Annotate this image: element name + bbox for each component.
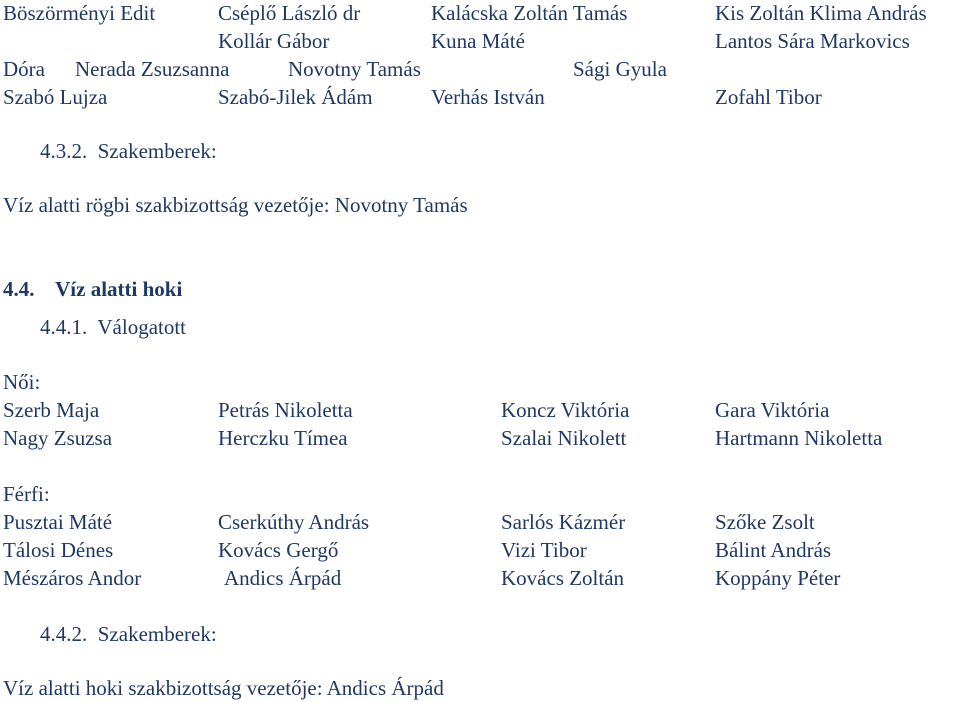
roster-name: Kalácska Zoltán Tamás xyxy=(431,1,628,25)
player-name: Szőke Zsolt xyxy=(715,510,815,534)
men-label: Férfi: xyxy=(3,482,50,506)
roster-name: Zofahl Tibor xyxy=(715,85,822,109)
player-name: Szerb Maja xyxy=(3,398,100,422)
player-name: Koncz Viktória xyxy=(501,398,630,422)
player-name: Gara Viktória xyxy=(715,398,830,422)
player-name: Kovács Gergő xyxy=(218,538,339,562)
player-name: Andics Árpád xyxy=(224,566,342,590)
player-name: Bálint András xyxy=(715,538,832,562)
roster-name: Kollár Gábor xyxy=(218,29,330,53)
player-name: Tálosi Dénes xyxy=(3,538,114,562)
roster-name: Lantos Sára Markovics xyxy=(715,29,910,53)
roster-name: Szabó Lujza xyxy=(3,85,108,109)
roster-name: Verhás István xyxy=(431,85,545,109)
roster-name: Kuna Máté xyxy=(431,29,525,53)
player-name: Herczku Tímea xyxy=(218,426,348,450)
roster-name: Szabó-Jilek Ádám xyxy=(218,85,373,109)
section-heading-44: 4.4. Víz alatti hoki xyxy=(3,277,183,301)
roster-name: Böszörményi Edit xyxy=(3,1,156,25)
roster-name: Novotny Tamás xyxy=(288,57,421,81)
player-name: Mészáros Andor xyxy=(3,566,142,590)
player-name: Pusztai Máté xyxy=(3,510,113,534)
section-442-leader: Víz alatti hoki szakbizottság vezetője: Andics Árpád xyxy=(3,676,444,700)
section-heading-442: 4.4.2. Szakemberek: xyxy=(40,622,217,646)
section-432-leader: Víz alatti rögbi szakbizottság vezetője: Novotny Tamás xyxy=(3,193,468,217)
women-label: Női: xyxy=(3,370,41,394)
player-name: Cserkúthy András xyxy=(218,510,370,534)
player-name: Vizi Tibor xyxy=(501,538,587,562)
player-name: Hartmann Nikoletta xyxy=(715,426,883,450)
player-name: Nagy Zsuzsa xyxy=(3,426,113,450)
section-heading-441: 4.4.1. Válogatott xyxy=(40,315,187,339)
player-name: Petrás Nikoletta xyxy=(218,398,353,422)
roster-name: Sági Gyula xyxy=(573,57,667,81)
roster-name: Dóra xyxy=(3,57,45,81)
section-heading-432: 4.3.2. Szakemberek: xyxy=(40,139,217,163)
player-name: Szalai Nikolett xyxy=(501,426,627,450)
roster-name: Cséplő László dr xyxy=(218,1,361,25)
roster-name: Kis Zoltán Klima András xyxy=(715,1,927,25)
player-name: Kovács Zoltán xyxy=(501,566,625,590)
player-name: Sarlós Kázmér xyxy=(501,510,626,534)
roster-name: Nerada Zsuzsanna xyxy=(75,57,230,81)
player-name: Koppány Péter xyxy=(715,566,841,590)
